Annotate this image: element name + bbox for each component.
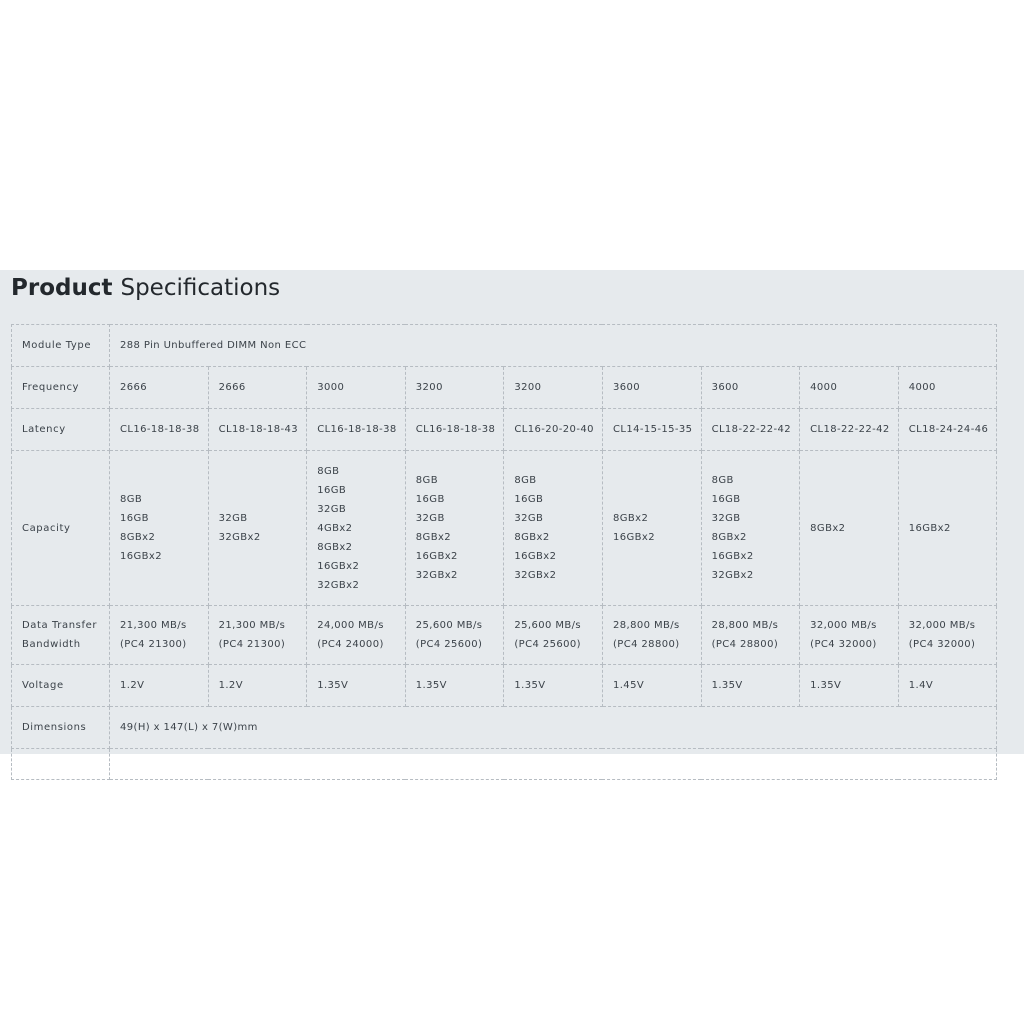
row-module-type	[12, 325, 997, 367]
capacity-cell	[208, 451, 307, 606]
bandwidth-cell	[898, 606, 997, 665]
row-header-voltage: Voltage	[12, 665, 110, 707]
row-bandwidth	[12, 606, 997, 665]
cut-off-label-cell	[12, 749, 110, 780]
capacity-cell	[800, 451, 899, 606]
voltage-cell: 1.35V	[307, 665, 406, 707]
voltage-cell: 1.35V	[701, 665, 800, 707]
bandwidth-rate: 25,600 MB/s	[415, 620, 483, 631]
voltage-cell: 1.35V	[405, 665, 504, 707]
bandwidth-cell	[307, 606, 406, 665]
bandwidth-cell	[701, 606, 800, 665]
cut-off-value-cell	[110, 749, 997, 780]
voltage-cell: 1.35V	[800, 665, 899, 707]
frequency-cell: 3600	[701, 367, 800, 409]
capacity-option: 32GB	[415, 513, 445, 524]
frequency-cell: 2666	[110, 367, 209, 409]
latency-cell: CL16-18-18-38	[110, 409, 209, 451]
row-frequency	[12, 367, 997, 409]
bandwidth-label-line: Data Transfer	[22, 620, 98, 631]
voltage-cell: 1.35V	[504, 665, 603, 707]
capacity-option: 16GB	[415, 494, 445, 505]
capacity-cell	[602, 451, 701, 606]
latency-cell: CL18-18-18-43	[208, 409, 307, 451]
capacity-option: 32GBx2	[218, 532, 261, 543]
capacity-option: 4GBx2	[317, 522, 353, 534]
capacity-option: 8GB	[514, 475, 537, 486]
row-capacity	[12, 451, 997, 606]
capacity-option: 32GB	[514, 513, 544, 524]
row-cut-off	[12, 749, 997, 780]
capacity-option: 16GBx2	[514, 551, 557, 562]
capacity-option: 16GBx2	[415, 551, 458, 562]
bandwidth-cell	[405, 606, 504, 665]
section-title	[11, 272, 280, 304]
capacity-option: 32GB	[218, 513, 248, 524]
bandwidth-module-code: (PC4 32000)	[810, 639, 877, 650]
latency-cell: CL16-18-18-38	[405, 409, 504, 451]
capacity-cell	[504, 451, 603, 606]
latency-cell: CL16-20-20-40	[504, 409, 603, 451]
section-title-light: Specifications	[120, 275, 281, 301]
bandwidth-cell	[800, 606, 899, 665]
voltage-cell: 1.45V	[602, 665, 701, 707]
capacity-option: 8GBx2	[317, 541, 353, 553]
bandwidth-rate: 24,000 MB/s	[317, 620, 384, 631]
capacity-option: 8GB	[317, 465, 340, 477]
capacity-option: 32GB	[711, 513, 741, 524]
row-header-latency: Latency	[12, 409, 110, 451]
bandwidth-rate: 21,300 MB/s	[120, 620, 187, 631]
capacity-option: 16GB	[514, 494, 544, 505]
frequency-cell: 3200	[405, 367, 504, 409]
capacity-option: 8GB	[120, 494, 143, 505]
voltage-cell: 1.2V	[110, 665, 209, 707]
capacity-option: 8GB	[415, 475, 438, 486]
capacity-option: 16GBx2	[612, 532, 655, 543]
capacity-option: 8GBx2	[514, 532, 550, 543]
bandwidth-module-code: (PC4 21300)	[218, 639, 286, 650]
latency-cell: CL14-15-15-35	[602, 409, 701, 451]
capacity-option: 32GBx2	[711, 570, 754, 581]
voltage-cell: 1.2V	[208, 665, 307, 707]
bandwidth-module-code: (PC4 32000)	[908, 639, 976, 650]
latency-cell: CL16-18-18-38	[307, 409, 406, 451]
latency-cell: CL18-24-24-46	[898, 409, 997, 451]
capacity-option: 16GB	[711, 494, 741, 505]
dimensions-value: 49(H) x 147(L) x 7(W)mm	[110, 707, 997, 749]
capacity-cell	[898, 451, 997, 606]
row-voltage	[12, 665, 997, 707]
bandwidth-label-line: Bandwidth	[22, 639, 81, 650]
capacity-cell	[405, 451, 504, 606]
bandwidth-module-code: (PC4 25600)	[415, 639, 483, 650]
bandwidth-cell	[208, 606, 307, 665]
bandwidth-module-code: (PC4 24000)	[317, 639, 384, 650]
bandwidth-module-code: (PC4 28800)	[711, 639, 779, 650]
section-title-bold: Product	[11, 275, 113, 301]
capacity-option: 16GB	[120, 513, 149, 524]
specifications-table	[11, 324, 997, 780]
bandwidth-module-code: (PC4 28800)	[612, 639, 680, 650]
capacity-option: 8GBx2	[415, 532, 452, 543]
capacity-option: 8GBx2	[612, 513, 649, 524]
capacity-option: 32GBx2	[514, 570, 557, 581]
bandwidth-cell	[602, 606, 701, 665]
capacity-option: 32GBx2	[415, 570, 458, 581]
capacity-cell	[701, 451, 800, 606]
row-dimensions	[12, 707, 997, 749]
frequency-cell: 3200	[504, 367, 603, 409]
capacity-option: 16GBx2	[908, 522, 951, 534]
capacity-option: 16GBx2	[317, 560, 360, 572]
capacity-option: 32GBx2	[317, 579, 360, 591]
voltage-cell: 1.4V	[898, 665, 997, 707]
capacity-cell	[307, 451, 406, 606]
module-type-value: 288 Pin Unbuffered DIMM Non ECC	[110, 325, 997, 367]
row-header-module-type: Module Type	[12, 325, 110, 367]
capacity-option: 32GB	[317, 503, 347, 515]
bandwidth-rate: 32,000 MB/s	[810, 620, 877, 631]
frequency-cell: 4000	[800, 367, 899, 409]
row-header-capacity: Capacity	[12, 451, 110, 606]
capacity-cell	[110, 451, 209, 606]
bandwidth-rate: 25,600 MB/s	[514, 620, 582, 631]
capacity-option: 8GB	[711, 475, 734, 486]
bandwidth-rate: 32,000 MB/s	[908, 620, 976, 631]
row-latency	[12, 409, 997, 451]
bandwidth-module-code: (PC4 21300)	[120, 639, 187, 650]
bandwidth-module-code: (PC4 25600)	[514, 639, 581, 650]
latency-cell: CL18-22-22-42	[701, 409, 800, 451]
capacity-option: 16GBx2	[711, 551, 754, 562]
bandwidth-rate: 28,800 MB/s	[711, 620, 779, 631]
frequency-cell: 2666	[208, 367, 307, 409]
bandwidth-rate: 28,800 MB/s	[612, 620, 680, 631]
capacity-option: 8GBx2	[120, 532, 156, 543]
row-header-frequency: Frequency	[12, 367, 110, 409]
frequency-cell: 3600	[602, 367, 701, 409]
latency-cell: CL18-22-22-42	[800, 409, 899, 451]
bandwidth-cell	[110, 606, 209, 665]
frequency-cell: 3000	[307, 367, 406, 409]
row-header-dimensions: Dimensions	[12, 707, 110, 749]
bandwidth-rate: 21,300 MB/s	[218, 620, 286, 631]
capacity-option: 8GBx2	[810, 522, 846, 534]
frequency-cell: 4000	[898, 367, 997, 409]
capacity-option: 16GBx2	[120, 551, 163, 562]
capacity-option: 8GBx2	[711, 532, 747, 543]
capacity-option: 16GB	[317, 484, 347, 496]
row-header-bandwidth	[12, 606, 110, 665]
bandwidth-cell	[504, 606, 603, 665]
